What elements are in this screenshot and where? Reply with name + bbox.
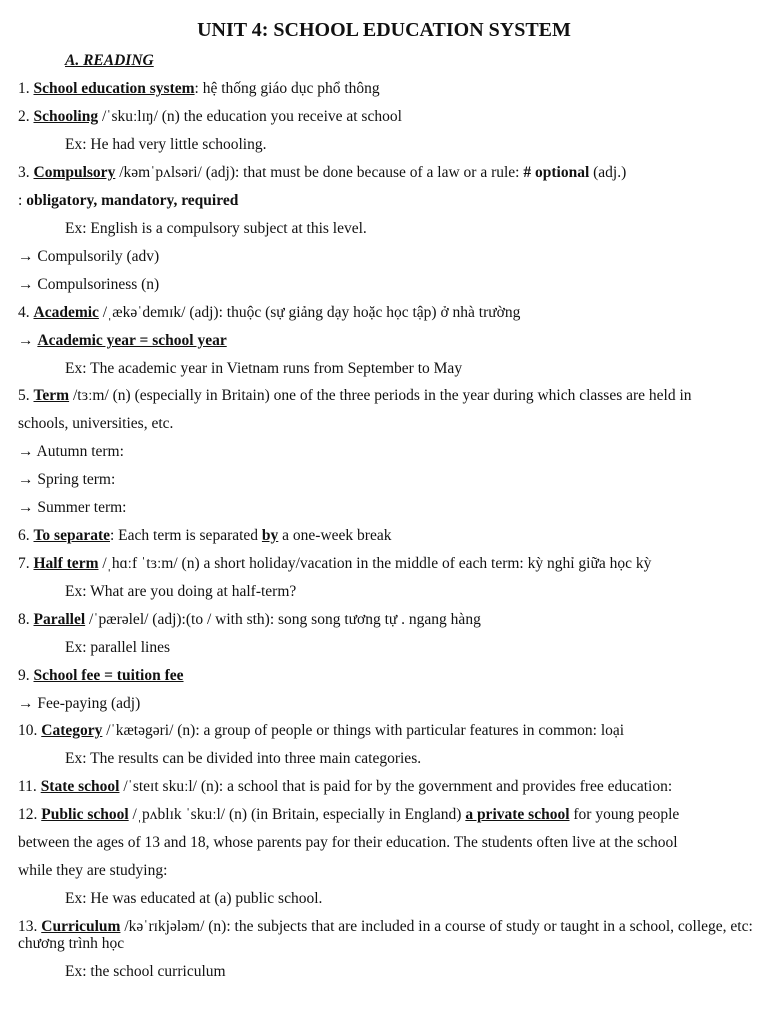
term-word: Half term [33, 555, 99, 572]
synonyms-text: obligatory, mandatory, required [26, 192, 239, 209]
entry-school-education-system [18, 80, 758, 98]
definition-text: /kəˈrɪkjələm/ (n): the subjects that are included in a course of study or taught in a school, college, etc: chương trình học [18, 918, 753, 952]
definition-continuation: while they are studying: [18, 862, 168, 879]
definition-text: a one-week break [278, 527, 392, 544]
term-word: Term [33, 387, 70, 404]
term-word: Category [41, 722, 103, 739]
term-word: School education system [33, 80, 195, 97]
entry-number: 5. [18, 387, 34, 404]
entry-number: 13. [18, 918, 42, 935]
entry-number: 4. [18, 304, 34, 321]
entry-number: 11. [18, 778, 41, 795]
derivative-line: → Compulsoriness (n) [18, 276, 160, 293]
definition-text: /ˈkætəgəri/ (n): a group of people or things with particular features in common: loại [102, 722, 625, 739]
derivative-line: → Fee-paying (adj) [18, 695, 141, 712]
term-word: State school [40, 778, 120, 795]
antonym-text: # optional [523, 164, 590, 181]
arrow-text: → [18, 332, 38, 349]
entry-number: 9. [18, 667, 34, 684]
example-line: Ex: He had very little schooling. [65, 136, 267, 153]
example-line: Ex: What are you doing at half-term? [65, 583, 297, 600]
definition-text: /ˌpʌblɪk ˈskuːl/ (n) (in Britain, especially in England) [128, 806, 466, 823]
example-line: Ex: The academic year in Vietnam runs from September to May [65, 360, 463, 377]
term-word: To separate [33, 527, 110, 544]
derivative-line: → Summer term: [18, 499, 127, 516]
entry-category [18, 722, 758, 740]
derivative-line [18, 332, 758, 350]
entry-academic [18, 304, 758, 322]
entry-number: 8. [18, 611, 34, 628]
term-word: Academic [33, 304, 99, 321]
entry-number: 1. [18, 80, 34, 97]
definition-text: /ˈsteɪt skuːl/ (n): a school that is paid for by the government and provides free education: [119, 778, 673, 795]
term-word: Public school [41, 806, 129, 823]
entry-compulsory [18, 164, 758, 182]
example-line: Ex: English is a compulsory subject at this level. [65, 220, 367, 237]
example-line: Ex: The results can be divided into three main categories. [65, 750, 422, 767]
section-heading: A. READING [65, 52, 154, 69]
term-word: Parallel [33, 611, 86, 628]
entry-half-term [18, 555, 758, 573]
entry-number: 6. [18, 527, 34, 544]
entry-number: 3. [18, 164, 34, 181]
prefix-text: : [18, 192, 27, 209]
entry-to-separate [18, 527, 758, 545]
entry-school-fee [18, 667, 758, 685]
term-word: Academic year = school year [37, 332, 227, 349]
example-line: Ex: parallel lines [65, 639, 171, 656]
term-word: School fee = tuition fee [33, 667, 184, 684]
term-word: Schooling [33, 108, 99, 125]
word-class-text: (adj.) [589, 164, 627, 181]
definition-text: for young people [569, 806, 680, 823]
entry-parallel [18, 611, 758, 629]
derivative-line: → Autumn term: [18, 443, 124, 460]
entry-term [18, 387, 758, 405]
example-line: Ex: the school curriculum [65, 963, 226, 980]
entry-schooling [18, 108, 758, 126]
definition-continuation: between the ages of 13 and 18, whose parents pay for their education. The students often live at the school [18, 834, 678, 851]
definition-text: : hệ thống giáo dục phổ thông [194, 80, 380, 97]
definition-text: /ˈskuːlɪŋ/ (n) the education you receive at school [98, 108, 402, 125]
definition-text: /ˈpærəlel/ (adj):(to / with sth): song song tương tự . ngang hàng [85, 611, 481, 628]
page-title: UNIT 4: SCHOOL EDUCATION SYSTEM [197, 19, 571, 41]
entry-number: 2. [18, 108, 34, 125]
definition-text: /kəmˈpʌlsəri/ (adj): that must be done because of a law or a rule: [115, 164, 524, 181]
term-word: Compulsory [33, 164, 116, 181]
definition-text: /tɜːm/ (n) (especially in Britain) one of the three periods in the year during which classes are held in [69, 387, 692, 404]
derivative-line: → Spring term: [18, 471, 116, 488]
definition-text: /ˌækəˈdemɪk/ (adj): thuộc (sự giảng dạy hoặc học tập) ở nhà trường [98, 304, 521, 321]
definition-text: : Each term is separated [110, 527, 262, 544]
entry-public-school [18, 806, 758, 824]
entry-number: 10. [18, 722, 42, 739]
entry-number: 12. [18, 806, 42, 823]
entry-state-school [18, 778, 758, 796]
derivative-line: → Compulsorily (adv) [18, 248, 160, 265]
definition-continuation: schools, universities, etc. [18, 415, 174, 432]
synonyms-line [18, 192, 758, 210]
definition-text: /ˌhɑːf ˈtɜːm/ (n) a short holiday/vacation in the middle of each term: kỳ nghỉ giữa học kỳ [98, 555, 652, 572]
term-word: a private school [465, 806, 570, 823]
entry-number: 7. [18, 555, 34, 572]
example-line: Ex: He was educated at (a) public school. [65, 890, 323, 907]
preposition-word: by [261, 527, 279, 544]
entry-curriculum [18, 918, 758, 952]
term-word: Curriculum [41, 918, 121, 935]
